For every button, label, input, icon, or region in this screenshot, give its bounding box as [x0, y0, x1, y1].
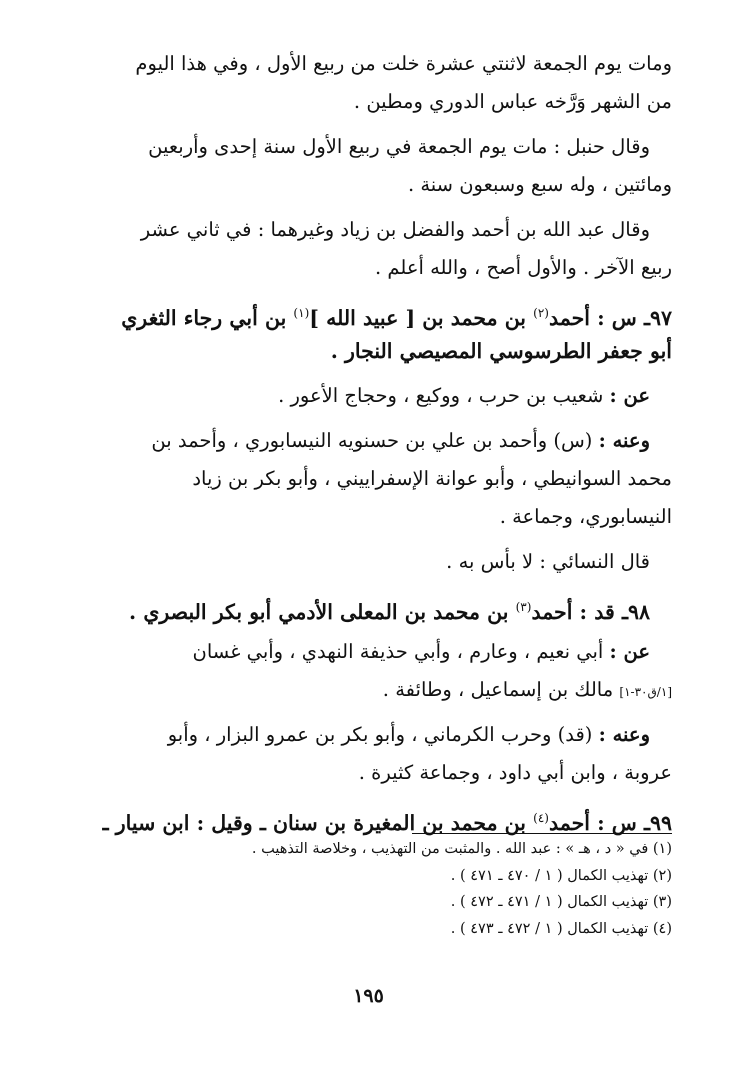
footnote-ref: (٣) [515, 600, 532, 614]
manuscript-margin-ref: [١/ق٣٠-١] [619, 685, 672, 699]
footnote: (١) في « د ، هـ » : عبد الله . والمثبت من التهذيب ، وخلاصة التذهيب . [251, 841, 672, 857]
entry-98-name: ٩٨ـ قد : أحمد [531, 599, 650, 624]
teachers-98-text: أبي نعيم ، وعارم ، وأبي حذيفة النهدي ، وأبي غسان [192, 640, 610, 663]
footnote: (٢) تهذيب الكمال ( ١ / ٤٧٠ ـ ٤٧١ ) . [450, 867, 672, 884]
students-98-text: (قد) وحرب الكرماني ، وأبو بكر بن عمرو البزار ، وأبو [167, 723, 599, 746]
entry-98-name-rest: بن محمد بن المعلى الأدمي أبو بكر البصري . [129, 599, 516, 624]
label-anhu: وعنه : [598, 429, 650, 452]
text-line: من الشهر وَرَّخه عباس الدوري ومطين . [353, 90, 672, 113]
teachers-98-line2 [100, 671, 672, 709]
text-line: ربيع الآخر . والأول أصح ، والله أعلم . [374, 256, 672, 279]
entry-heading-97-line2: أبو جعفر الطرسوسي المصيصي النجار . [330, 339, 672, 363]
entry-97-name: ٩٧ـ س : أحمد [548, 305, 672, 330]
text-line: وقال حنبل : مات يوم الجمعة في ربيع الأول سنة إحدى وأربعين [148, 135, 650, 158]
text-line: عروبة ، وابن أبي داود ، وجماعة كثيرة . [358, 761, 672, 784]
entry-heading-97 [100, 294, 672, 332]
entry-99-name-rest: بن محمد بن المغيرة بن سنان ـ وقيل : ابن سيار ـ [102, 810, 534, 835]
footnote: (٤) تهذيب الكمال ( ١ / ٤٧٢ ـ ٤٧٣ ) . [450, 920, 672, 937]
teachers-97 [100, 377, 672, 415]
footnote-ref: (٢) [533, 306, 549, 320]
students-98 [100, 716, 672, 754]
nasai-verdict: قال النسائي : لا بأس به . [446, 550, 650, 573]
text-line: النيسابوري، وجماعة . [499, 505, 672, 528]
text-line: ومائتين ، وله سبع وسبعون سنة . [407, 173, 672, 196]
students-97-text: (س) وأحمد بن علي بن حسنويه النيسابوري ، وأحمد بن [151, 429, 599, 452]
teachers-97-text: شعيب بن حرب ، ووكيع ، وحجاج الأعور . [278, 384, 610, 407]
teachers-98-text-2: مالك بن إسماعيل ، وطائفة . [382, 678, 620, 701]
text-line: ومات يوم الجمعة لاثنتي عشرة خلت من ربيع الأول ، وفي هذا اليوم [135, 52, 672, 75]
entry-97-name-rest: بن أبي رجاء الثغري [121, 305, 294, 330]
entry-heading-98 [100, 588, 672, 626]
footnote: (٣) تهذيب الكمال ( ١ / ٤٧١ ـ ٤٧٢ ) . [450, 894, 672, 910]
footnotes [100, 836, 672, 942]
footnote-ref: (٤) [533, 811, 549, 825]
teachers-98 [100, 633, 672, 671]
students-97 [100, 422, 672, 460]
label-anhu: وعنه : [598, 723, 650, 746]
page-body [100, 45, 672, 837]
entry-heading-99 [100, 799, 672, 837]
label-an: عن : [609, 384, 650, 407]
footnote-ref: (١) [293, 306, 310, 320]
label-an: عن : [609, 640, 650, 663]
page-number: ١٩٥ [353, 985, 384, 1007]
entry-97-name-mid: بن محمد بن [ عبيد الله ] [309, 305, 534, 330]
text-line: محمد السوانيطي ، وأبو عوانة الإسفراييني ، وأبو بكر بن زياد [192, 467, 672, 490]
text-line: وقال عبد الله بن أحمد والفضل بن زياد وغيرهما : في ثاني عشر [140, 218, 650, 241]
footnote-divider [412, 833, 672, 834]
entry-99-name: ٩٩ـ س : أحمد [548, 810, 672, 835]
